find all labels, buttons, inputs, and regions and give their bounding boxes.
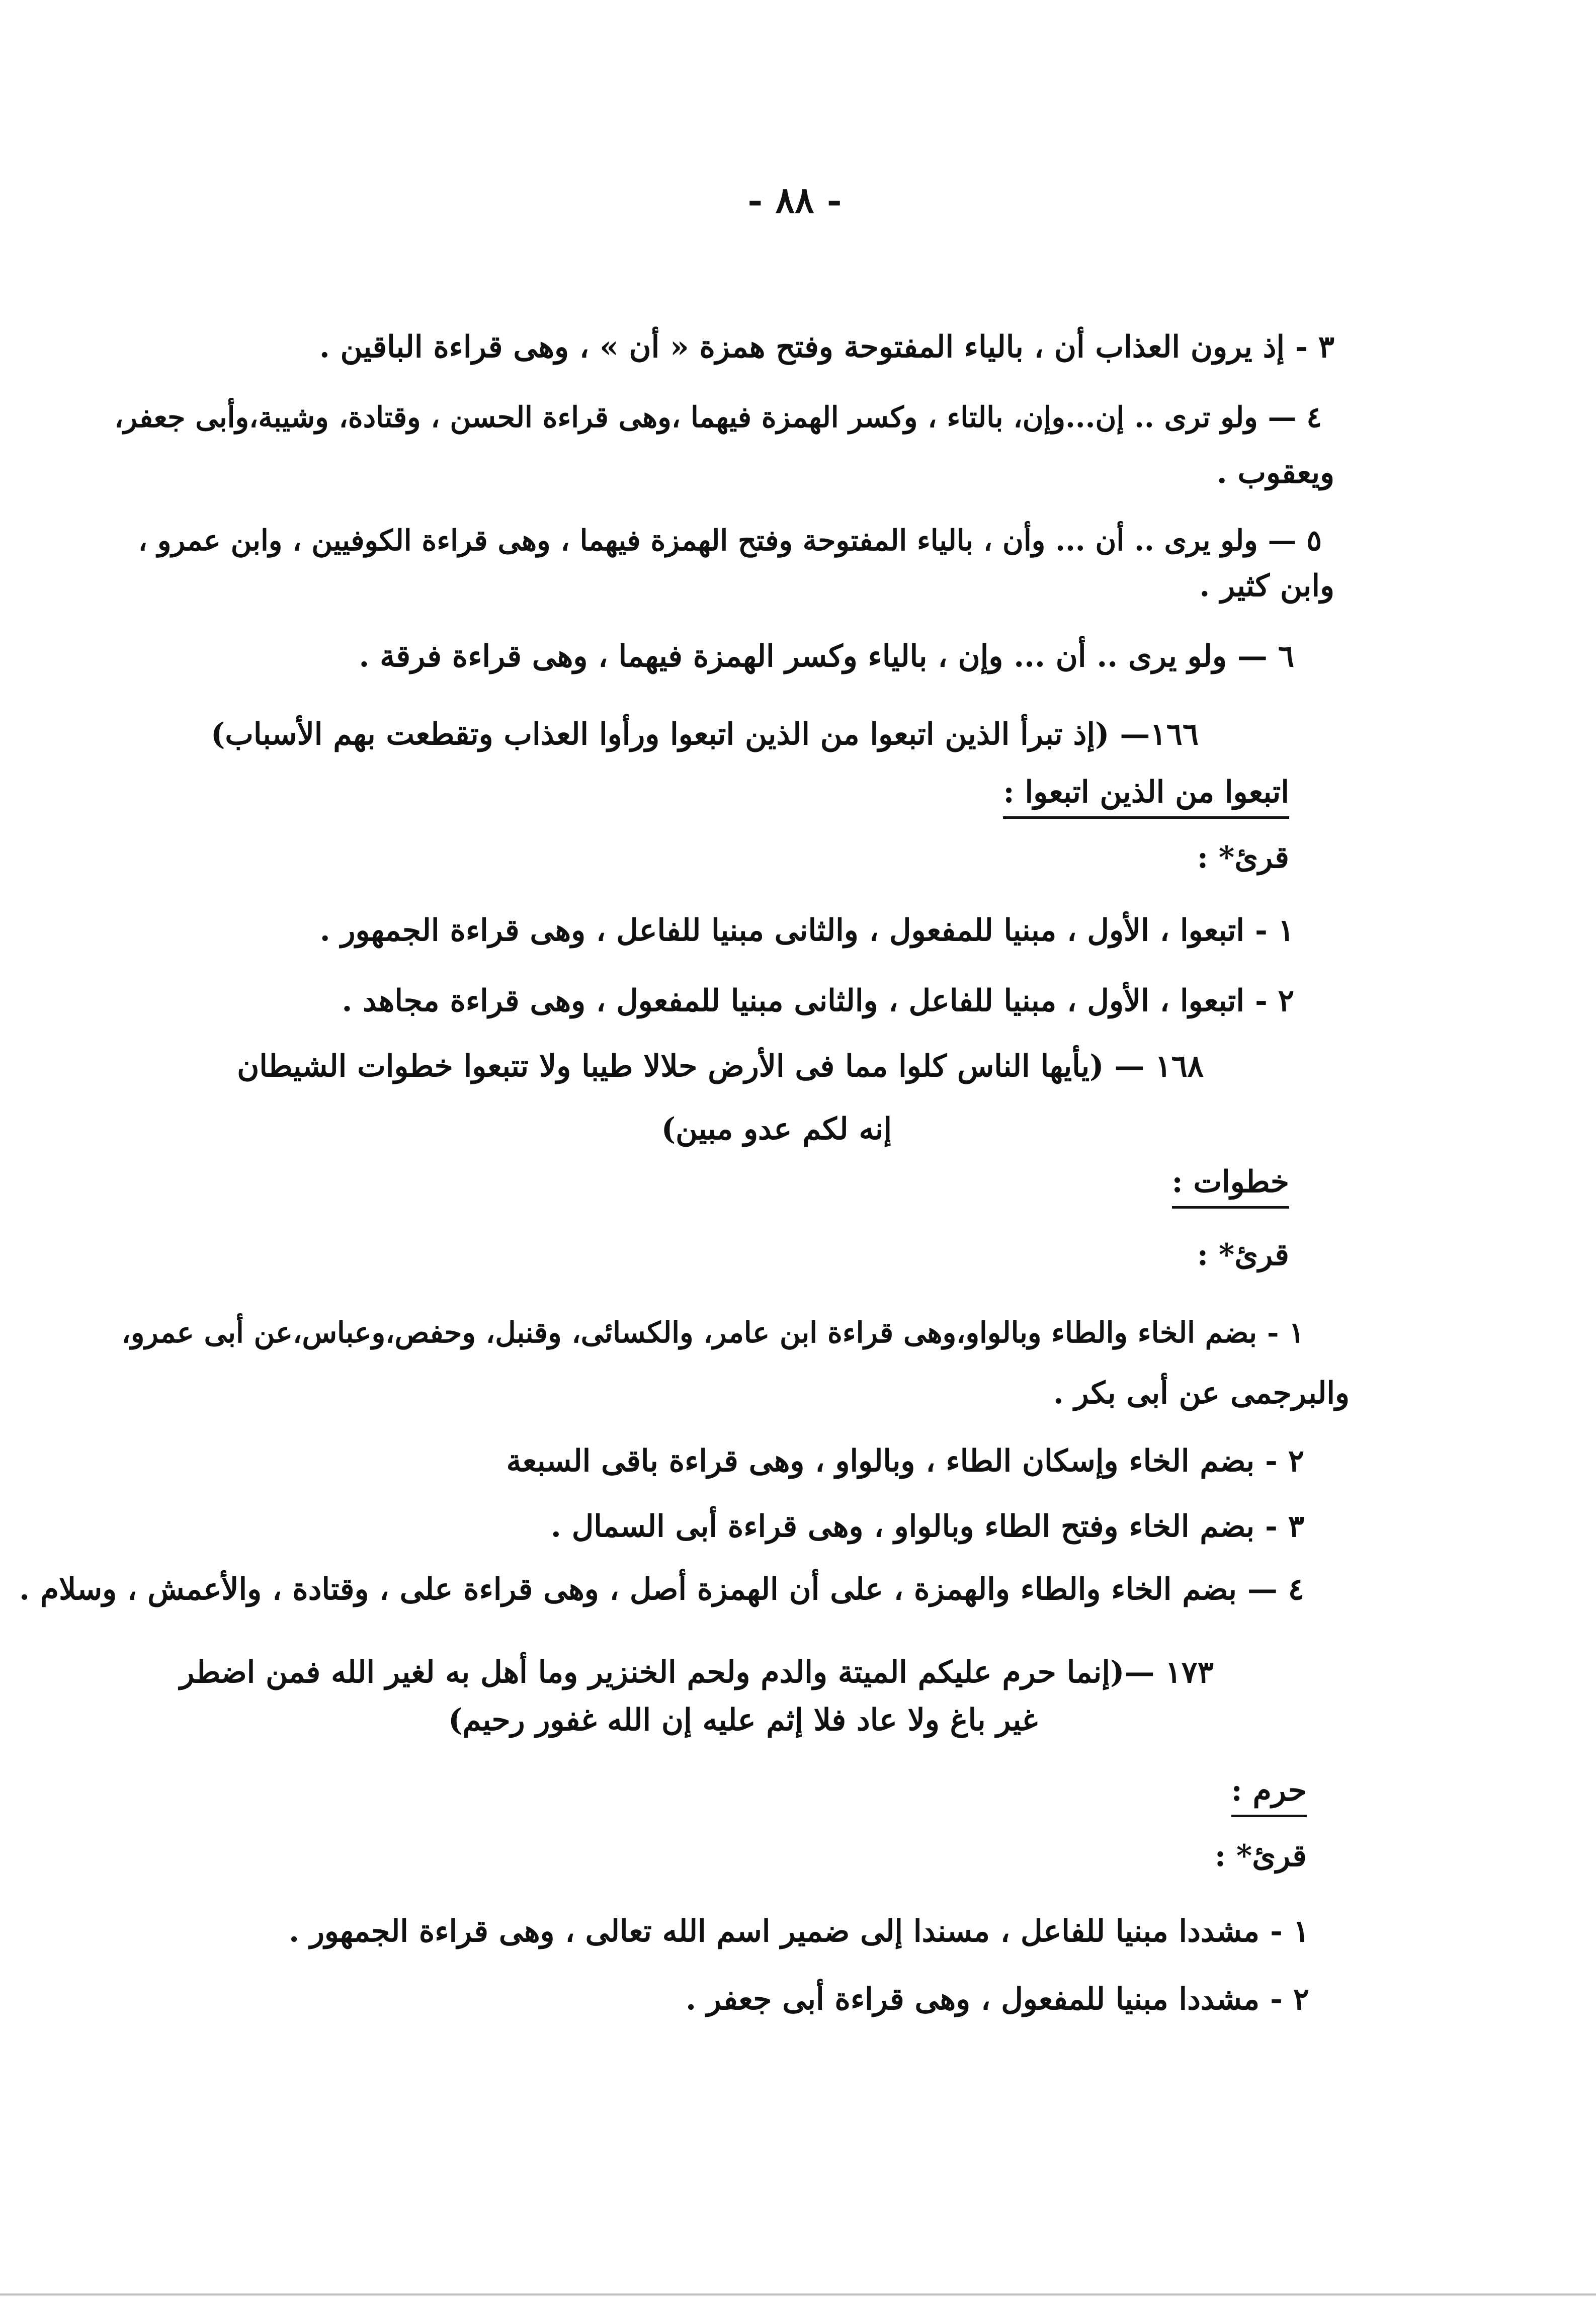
itbaou-variant-1: ١ - اتبعوا ، الأول ، مبنيا للمفعول ، والثانى مبنيا للفاعل ، وهى قراءة الجمهور . [319,913,1294,948]
khutuwat-variant-3: ٣ - بضم الخاء وفتح الطاء وبالواو ، وهى قراءة أبى السمال . [550,1509,1304,1544]
reading-variant-4: ٤ — ولو ترى .. إن...وإن، بالتاء ، وكسر الهمزة فيهما ،وهى قراءة الحسن ، وقتادة، وشيبة،وأبى جعفر، [114,400,1322,434]
hurrima-variant-1: ١ - مشددا مبنيا للفاعل ، مسندا إلى ضمير اسم الله تعالى ، وهى قراءة الجمهور . [289,1914,1309,1949]
page-number: - ٨٨ - [747,179,842,221]
reading-variant-3: ٣ - إذ يرون العذاب أن ، بالياء المفتوحة وفتح همزة « أن » ، وهى قراءة الباقين . [319,329,1334,365]
verse-173: ١٧٣ —(إنما حرم عليكم الميتة والدم ولحم الخنزير وما أهل به لغير الله فمن اضطر [180,1655,1214,1690]
khutuwat-variant-2: ٢ - بضم الخاء وإسكان الطاء ، وبالواو ، وهى قراءة باقى السبعة [506,1443,1304,1479]
quri-label-1: قرئ* : [1197,840,1289,875]
khutuwat-variant-4: ٤ — بضم الخاء والطاء والهمزة ، على أن الهمزة أصل ، وهى قراءة على ، وقتادة ، والأعمش ، وسلام . [19,1572,1304,1607]
quri-label-3: قرئ* : [1214,1838,1307,1874]
verse-166: ١٦٦— (إذ تبرأ الذين اتبعوا من الذين اتبعوا ورأوا العذاب وتقطعت بهم الأسباب) [211,717,1199,752]
reading-variant-6: ٦ — ولو يرى .. أن ... وإن ، بالياء وكسر الهمزة فيهما ، وهى قراءة فرقة . [359,639,1294,674]
itbaou-variant-2: ٢ - اتبعوا ، الأول ، مبنيا للفاعل ، والثانى مبنيا للمفعول ، وهى قراءة مجاهد . [342,983,1294,1018]
reading-variant-5: ٥ — ولو يرى .. أن ... وأن ، بالياء المفتوحة وفتح الهمزة فيهما ، وهى قراءة الكوفيين ، وابن عمرو ، [138,524,1322,557]
verse-173-continued: غير باغ ولا عاد فلا إثم عليه إن الله غفور رحيم) [448,1703,1038,1738]
reading-variant-5-continued: وابن كثير . [1199,568,1334,604]
heading-khutuwat: خطوات : [1172,1162,1290,1209]
verse-168-continued: إنه لكم عدو مبين) [661,1112,892,1147]
khutuwat-variant-1-continued: والبرجمى عن أبى بكر . [1053,1376,1350,1411]
verse-168: ١٦٨ — (يأيها الناس كلوا مما فى الأرض حلالا طيبا ولا تتبعوا خطوات الشيطان [237,1049,1204,1084]
scan-bottom-edge [0,2293,1596,2295]
hurrima-variant-2: ٢ - مشددا مبنيا للمفعول ، وهى قراءة أبى جعفر . [686,1982,1309,2017]
reading-variant-4-continued: ويعقوب . [1216,455,1334,490]
khutuwat-variant-1: ١ - بضم الخاء والطاء وبالواو،وهى قراءة ابن عامر، والكسائى، وقنبل، وحفص،وعباس،عن أبى عمرو، [121,1316,1304,1349]
quri-label-2: قرئ* : [1197,1237,1289,1272]
heading-hurrima: حرم : [1231,1770,1307,1817]
heading-itbaou: اتبعوا من الذين اتبعوا : [1003,772,1289,819]
